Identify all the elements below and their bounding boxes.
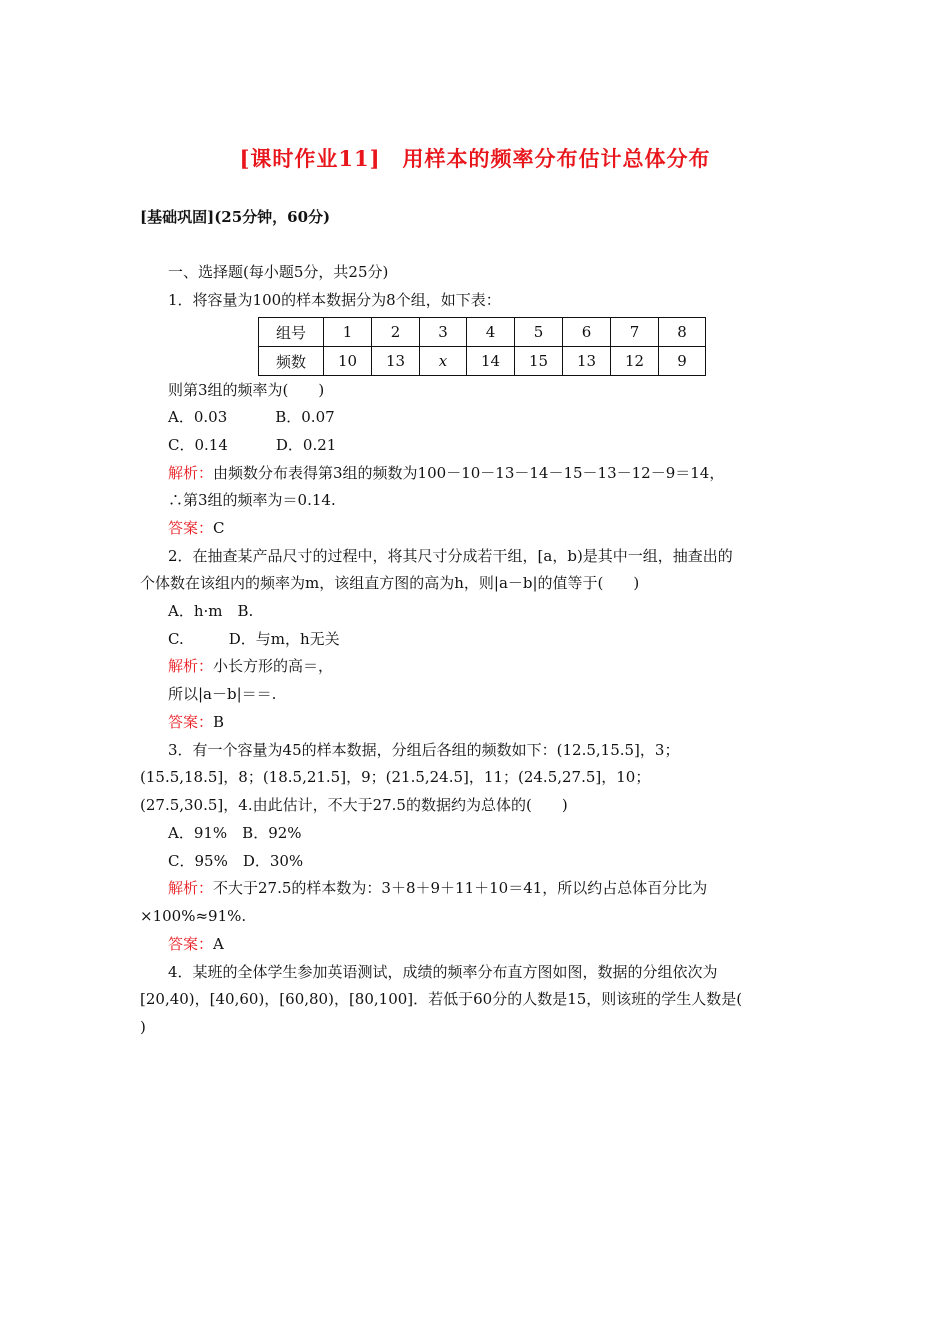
frequency-table — [258, 317, 706, 376]
q3-options-cd: C．95% D．30% — [168, 852, 304, 870]
table-cell: 13 — [372, 347, 420, 376]
q1-options-ab — [168, 407, 335, 427]
q3-options-ab: A．91% B．92% — [168, 824, 302, 842]
q3-stem-1: 3．有一个容量为45的样本数据，分组后各组的频数如下：(12.5,15.5]，3； — [168, 741, 680, 759]
q2-analysis — [168, 656, 333, 676]
q1-question: 则第3组的频率为( ) — [168, 381, 325, 399]
answer-label: 答案： — [168, 935, 214, 953]
analysis-text: 不大于27.5的样本数为：3＋8＋9＋11＋10＝41，所以约占总体百分比为 — [213, 879, 708, 897]
table-cell: 8 — [659, 318, 706, 347]
table-cell: 5 — [515, 318, 563, 347]
option-c: C．0.14 — [168, 436, 228, 454]
q3-stem-2: (15.5,18.5]，8；(18.5,21.5]，9；(21.5,24.5]，11；(24.5,27.5]，10； — [140, 768, 651, 786]
table-cell: x — [420, 347, 467, 376]
q4-stem-1: 4．某班的全体学生参加英语测试，成绩的频率分布直方图如图，数据的分组依次为 — [168, 963, 718, 981]
q1-analysis — [168, 463, 724, 483]
table-cell: 6 — [563, 318, 611, 347]
answer-value: B — [213, 713, 225, 731]
q2-answer — [168, 712, 224, 732]
q2-options-ab: A．h·m B. — [168, 602, 254, 620]
q3-analysis-2: ×100%≈91%. — [140, 907, 247, 925]
q1-options-cd — [168, 435, 336, 455]
q3-analysis — [168, 878, 707, 898]
table-cell: 3 — [420, 318, 467, 347]
section-heading: [基础巩固](25分钟，60分) — [140, 208, 331, 226]
table-header-cell: 组号 — [259, 318, 324, 347]
table-cell: 1 — [324, 318, 372, 347]
answer-value: A — [213, 935, 224, 953]
q2-stem-2: 个体数在该组内的频率为m，该组直方图的高为h，则|a－b|的值等于( ) — [140, 574, 640, 592]
table-cell: 2 — [372, 318, 420, 347]
table-cell: 9 — [659, 347, 706, 376]
table-cell: 10 — [324, 347, 372, 376]
option-d: D．0.21 — [275, 436, 337, 454]
q1-answer — [168, 518, 225, 538]
table-cell: 12 — [611, 347, 659, 376]
q2-options-cd: C. D．与m，h无关 — [168, 630, 340, 648]
table-cell: 7 — [611, 318, 659, 347]
q4-stem-2: [20,40)，[40,60)，[60,80)，[80,100]．若低于60分的人数是15，则该班的学生人数是( — [140, 990, 743, 1008]
table-cell: 14 — [467, 347, 515, 376]
table-row — [259, 318, 706, 347]
table-row — [259, 347, 706, 376]
part-heading: 一、选择题(每小题5分，共25分) — [168, 263, 389, 281]
q4-stem-3: ) — [140, 1018, 146, 1036]
analysis-label: 解析： — [168, 657, 214, 675]
option-b: B．0.07 — [275, 408, 335, 426]
table-cell: 13 — [563, 347, 611, 376]
table-header-cell: 频数 — [259, 347, 324, 376]
option-a: A．0.03 — [168, 408, 228, 426]
q3-stem-3: (27.5,30.5]，4.由此估计，不大于27.5的数据约为总体的( ) — [140, 796, 568, 814]
q2-analysis-2: 所以|a－b|＝＝. — [168, 685, 277, 703]
answer-label: 答案： — [168, 519, 214, 537]
answer-value: C — [213, 519, 225, 537]
q1-analysis-2: ∴第3组的频率为＝0.14. — [168, 491, 336, 509]
table-cell: 4 — [467, 318, 515, 347]
analysis-text: 小长方形的高＝， — [213, 657, 334, 675]
q3-answer — [168, 934, 224, 954]
answer-label: 答案： — [168, 713, 214, 731]
analysis-label: 解析： — [168, 879, 214, 897]
q1-stem: 1．将容量为100的样本数据分为8个组，如下表： — [168, 291, 501, 309]
q2-stem-1: 2．在抽查某产品尺寸的过程中，将其尺寸分成若干组，[a，b)是其中一组，抽查出的 — [168, 547, 733, 565]
page-title — [0, 143, 950, 173]
analysis-label: 解析： — [168, 464, 214, 482]
title-bracket: [课时作业11] — [239, 146, 381, 171]
table-cell: 15 — [515, 347, 563, 376]
title-topic: 用样本的频率分布估计总体分布 — [402, 146, 711, 171]
analysis-text: 由频数分布表得第3组的频数为100－10－13－14－15－13－12－9＝14， — [213, 464, 725, 482]
